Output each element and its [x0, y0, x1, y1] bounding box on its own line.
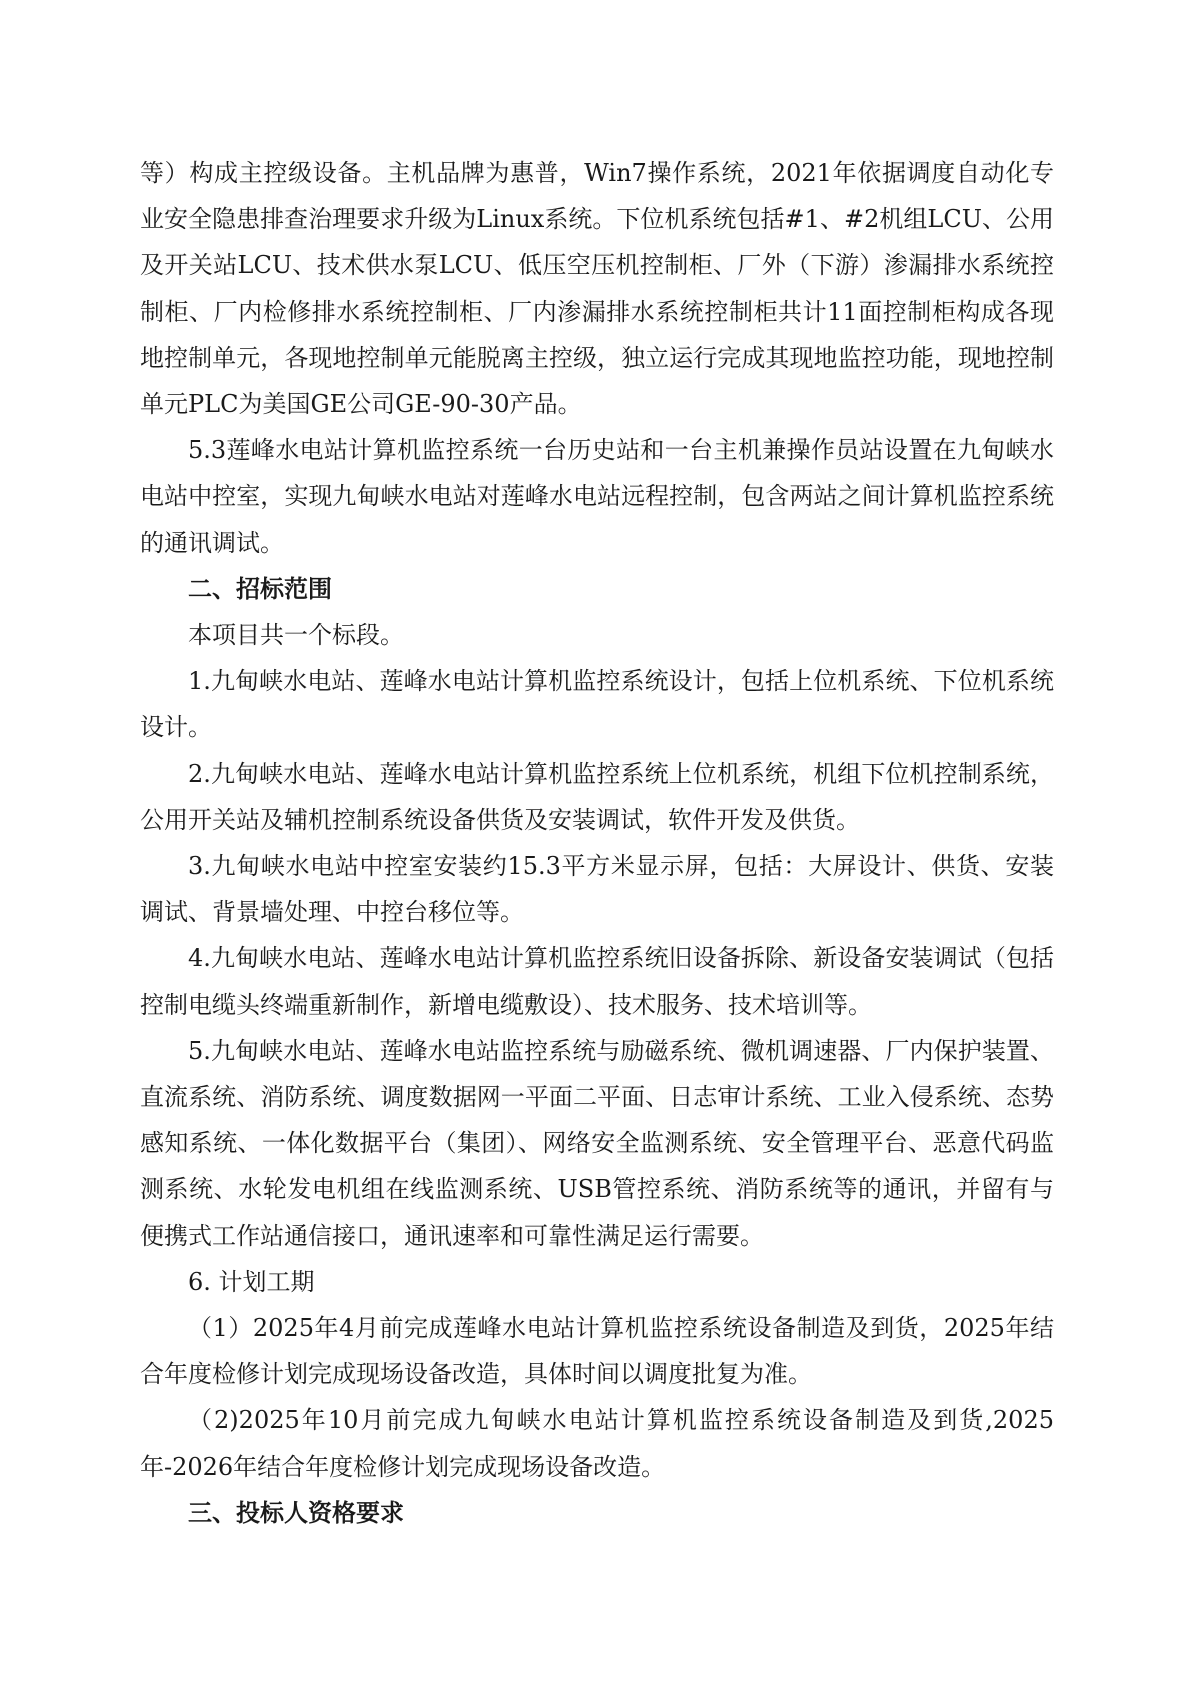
document-page	[140, 150, 1054, 1536]
section-heading-bidding-scope: 二、招标范围	[188, 573, 332, 603]
scope-item-5: 5.九甸峡水电站、莲峰水电站监控系统与励磁系统、微机调速器、厂内保护装置、直流系统、消防系统、调度数据网一平面二平面、日志审计系统、工业入侵系统、态势感知系统、一体化数据平台（集团）、网络安全监测系统、安全管理平台、恶意代码监测系统、水轮发电机组在线监测系统、USB管控系统、消防系统等的通讯，并留有与便携式工作站通信接口，通讯速率和可靠性满足运行需要。	[140, 1036, 1054, 1250]
scope-item-3: 3.九甸峡水电站中控室安装约15.3平方米显示屏，包括：大屏设计、供货、安装调试、背景墙处理、中控台移位等。	[140, 852, 1054, 927]
section-heading-bidder-qualifications: 三、投标人资格要求	[188, 1497, 404, 1527]
body-paragraph-continued: 等）构成主控级设备。主机品牌为惠普，Win7操作系统，2021年依据调度自动化专业安全隐患排查治理要求升级为Linux系统。下位机系统包括#1、#2机组LCU、公用及开关站LCU、技术供水泵LCU、低压空压机控制柜、厂外（下游）渗漏排水系统控制柜、厂内检修排水系统控制柜、厂内渗漏排水系统控制柜共计11面控制柜构成各现地控制单元，各现地控制单元能脱离主控级，独立运行完成其现地监控功能，现地控制单元PLC为美国GE公司GE-90-30产品。	[140, 159, 1054, 419]
scope-item-2: 2.九甸峡水电站、莲峰水电站计算机监控系统上位机系统，机组下位机控制系统，公用开关站及辅机控制系统设备供货及安装调试，软件开发及供货。	[140, 759, 1054, 834]
scope-item-1: 1.九甸峡水电站、莲峰水电站计算机监控系统设计，包括上位机系统、下位机系统设计。	[140, 667, 1054, 742]
body-paragraph-lot-count: 本项目共一个标段。	[188, 621, 404, 650]
schedule-item-1: （1）2025年4月前完成莲峰水电站计算机监控系统设备制造及到货，2025年结合年度检修计划完成现场设备改造，具体时间以调度批复为准。	[140, 1314, 1054, 1389]
body-paragraph-5-3: 5.3莲峰水电站计算机监控系统一台历史站和一台主机兼操作员站设置在九甸峡水电站中控室，实现九甸峡水电站对莲峰水电站远程控制，包含两站之间计算机监控系统的通讯调试。	[140, 436, 1054, 557]
scope-item-4: 4.九甸峡水电站、莲峰水电站计算机监控系统旧设备拆除、新设备安装调试（包括控制电缆头终端重新制作，新增电缆敷设）、技术服务、技术培训等。	[140, 944, 1054, 1019]
schedule-item-2: （2)2025年10月前完成九甸峡水电站计算机监控系统设备制造及到货,2025年-2026年结合年度检修计划完成现场设备改造。	[140, 1406, 1054, 1481]
scope-item-6-schedule: 6. 计划工期	[188, 1267, 315, 1296]
